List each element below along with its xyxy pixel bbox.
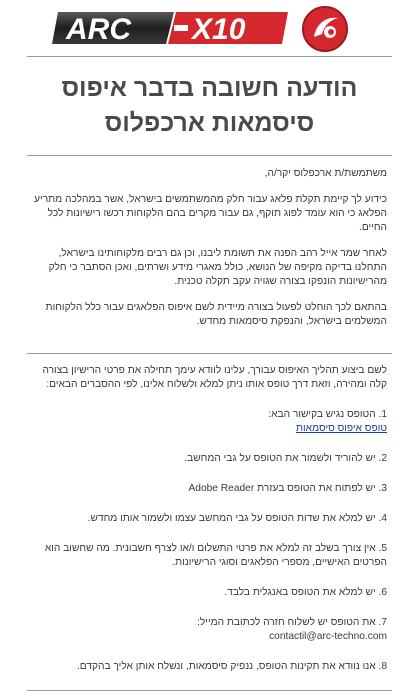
- step-text: הטופס נגיש בקישור הבא:: [268, 409, 376, 420]
- steps-list: [28, 408, 387, 674]
- arc-emblem-icon: [300, 4, 350, 54]
- step-text: אנו נוודא את תקינות הטופס, ננפיק סיסמאות, ונשלח אותן אליך בהקדם.: [76, 661, 376, 672]
- greeting: משתמשת/ת ארכפלוס יקר/ה,: [264, 168, 387, 179]
- step-number: 2.: [378, 453, 387, 464]
- list-item: [28, 616, 387, 644]
- list-item: [28, 586, 387, 600]
- reset-form-link[interactable]: טופס איפוס סיסמאות: [295, 423, 387, 434]
- step-number: 4.: [378, 513, 387, 524]
- paragraph-2: לאחר שמר אייל רהב הפנה את תשומת ליבנו, וכן גם רבים מלקוחותינו בישראל, התחלנו בדיקה מקיפה של הנושא, כולל מאגרי מידע ושרתים, ואכן הסתבר כי חלק מהרישיונות הונפקו בצורה שגויה עקב תקלה טכנית.: [48, 248, 387, 287]
- step-text: יש למלא את הטופס באנגלית בלבד.: [224, 587, 376, 598]
- paragraph-1: כידוע לך קיימת תקלת פלאג עבור חלק מהמשתמשים בישראל, אשר במהלכה מתריע הפלאג כי הוא עומד לפוג תוקף, גם עבור מקרים בהם הלקוחות רכשו רישיונות לכל החיים.: [34, 194, 387, 233]
- step-number: 1.: [378, 409, 387, 420]
- paragraph-3: בהתאם לכך הוחלט לפעול בצורה מיידית לשם איפוס הפלאגים עבור כלל הלקוחות המשלמים בישראל, והנפקת סיסמאות מחדש.: [45, 302, 387, 327]
- step-number: 5.: [378, 543, 387, 554]
- logo-text-left: ARC: [66, 13, 131, 46]
- instructions-intro: לשם ביצוע תהליך האיפוס עבורך, עלינו לוודא עימך תחילה את פרטי הרישיון בצורה קלה ומהירה, וזאת דרך טופס אותו ניתן למלא ולשלוח אלינו, לפי ההסברים הבאים:: [42, 365, 387, 390]
- list-item: [28, 660, 387, 674]
- step-text: יש להוריד ולשמור את הטופס על גבי המחשב.: [184, 453, 376, 464]
- step-text: את הטופס יש לשלוח חזרה לכתובת המייל:: [197, 617, 376, 628]
- contact-email[interactable]: contactil@arc-techno.com: [269, 631, 387, 642]
- step-text: יש לפתוח את הטופס בעזרת: [257, 483, 376, 494]
- title-line-1: הודעה חשובה בדבר איפוס: [61, 74, 358, 102]
- step-text: אין צורך בשלב זה למלא את פרטי התשלום ו/או לצרף חשבונית. מה שחשוב הוא הפרטים האישיים, מספרי הפלאגים וסוגי הרישיונות.: [44, 543, 387, 568]
- step-number: 8.: [378, 661, 387, 672]
- list-item: [28, 482, 387, 496]
- list-item: [28, 408, 387, 436]
- list-item: [28, 512, 387, 526]
- logo-text-right: X10: [192, 13, 246, 46]
- adobe-reader-text: Adobe Reader: [188, 483, 255, 494]
- step-text: יש למלא את שדות הטופס על גבי המחשב עצמו ולשמור אותו מחדש.: [87, 513, 376, 524]
- header: [0, 0, 419, 56]
- step-number: 6.: [378, 587, 387, 598]
- instructions-section: [0, 354, 419, 674]
- list-item: [28, 542, 387, 570]
- page-title: [0, 57, 419, 155]
- step-number: 7.: [378, 617, 387, 628]
- title-line-2: סיסמאות ארכפלוס: [104, 109, 315, 137]
- step-number: 3.: [378, 483, 387, 494]
- intro-section: [0, 156, 419, 353]
- arc-x10-logo: [52, 8, 290, 48]
- list-item: [28, 452, 387, 466]
